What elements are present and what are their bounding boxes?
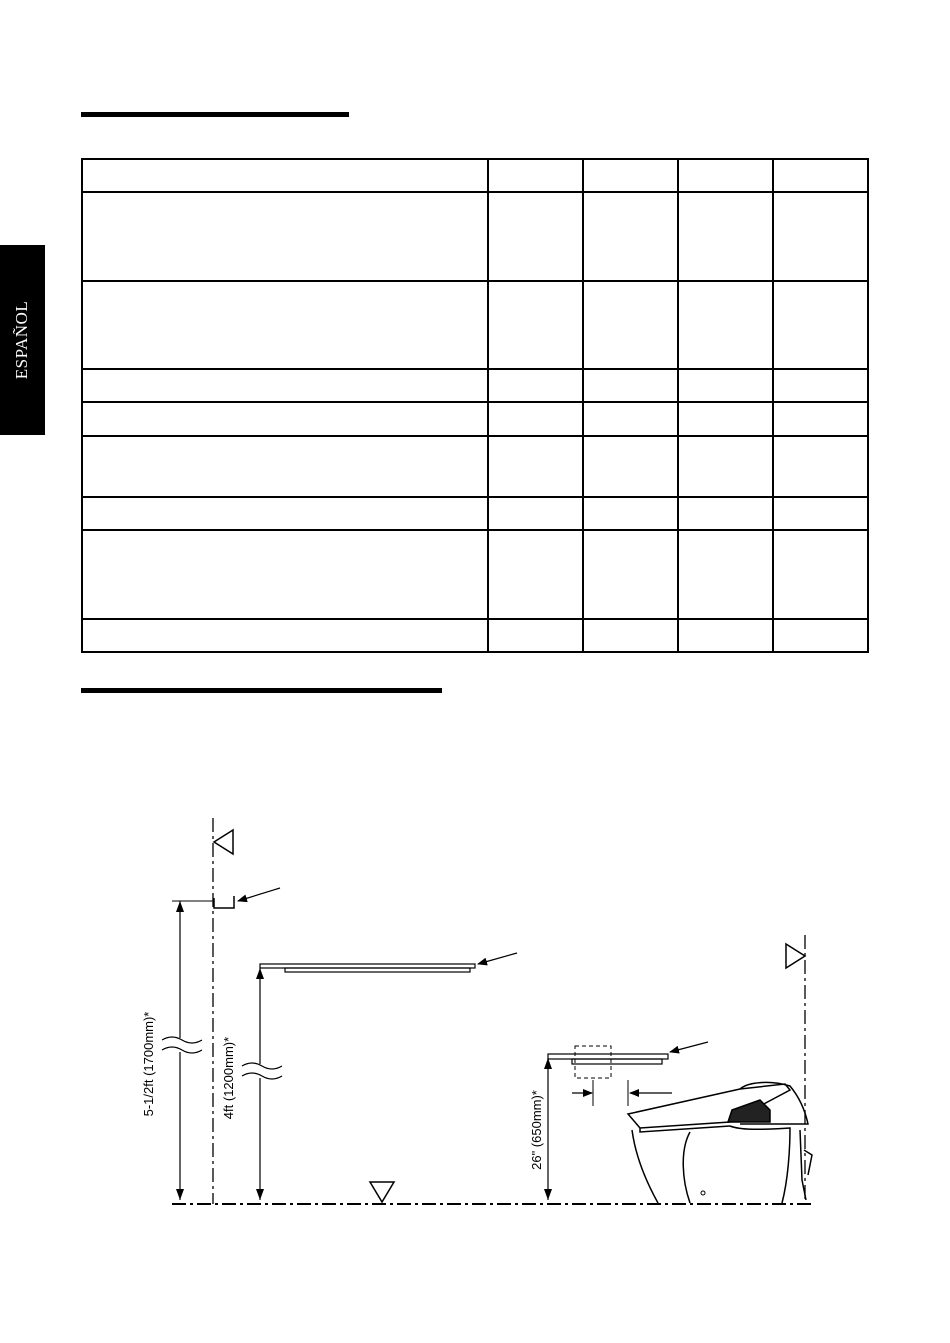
wall-bracket (214, 896, 234, 908)
dim-label-high: 5-1/2ft (1700mm)* (141, 1011, 156, 1117)
floor-marker (370, 1182, 394, 1202)
small-shelf-top (548, 1054, 668, 1059)
language-tab-label: ESPAÑOL (12, 300, 32, 380)
small-shelf-dashed-area (575, 1046, 611, 1078)
wall-marker-right (786, 944, 805, 968)
shelf-bottom (285, 968, 470, 972)
wall-marker-left (214, 830, 233, 854)
dim-label-mid: 4ft (1200mm)* (221, 1036, 236, 1120)
small-shelf-bottom (572, 1059, 662, 1064)
dim-label-low: 26" (650mm)* (529, 1090, 544, 1170)
toilet-illustration (628, 1082, 812, 1203)
